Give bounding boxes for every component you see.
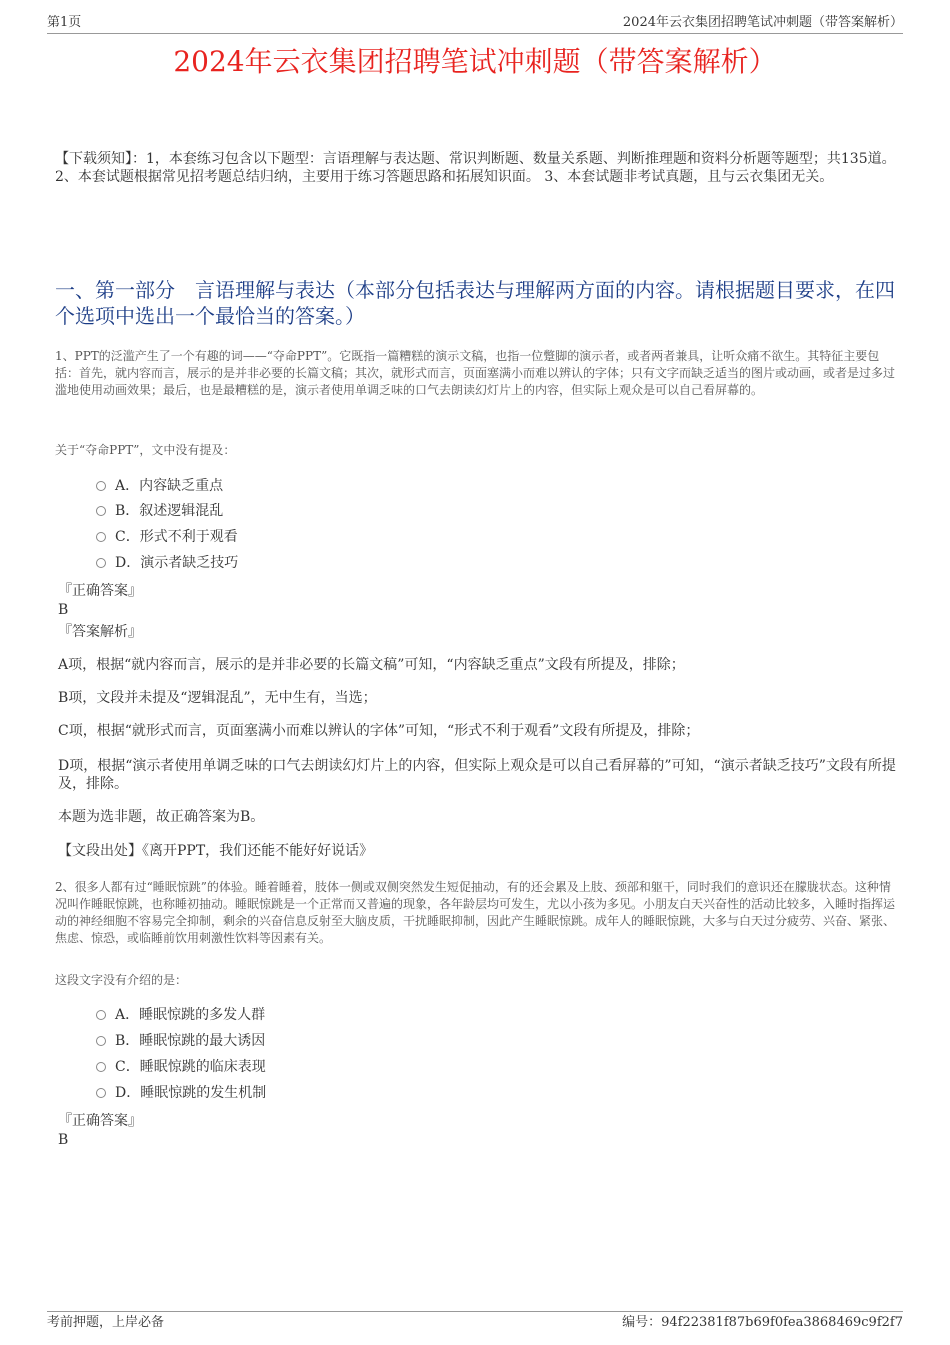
radio-icon[interactable] (96, 506, 106, 516)
option-label: A．内容缺乏重点 (115, 478, 224, 494)
page-number: 第1页 (47, 15, 82, 30)
question-1-analysis-c: C项，根据“就形式而言，页面塞满小而难以辨认的字体”可知，“形式不利于观看”文段有所提及，排除； (58, 723, 700, 739)
question-2-passage: 2、很多人都有过“睡眠惊跳”的体验。睡着睡着，肢体一侧或双侧突然发生短促抽动，有的还会累及上肢、颈部和躯干，同时我们的意识还在朦胧状态。这种情况叫作睡眠惊跳，也称睡初抽动。睡眠惊跳是一个正常而又普遍的现象，各年龄层均可发生，尤以小孩为多见。小朋友白天兴奋性的活动比较多，入睡时指挥运动的神经细胞不容易完全抑制，剩余的兴奋信息反射至大脑皮质，干扰睡眠抑制，因此产生睡眠惊跳。成年人的睡眠惊跳，大多与白天过分疲劳、兴奋、紧张、焦虑、惊恐，或临睡前饮用刺激性饮料等因素有关。 (55, 880, 896, 945)
section-heading: 一、第一部分 言语理解与表达（本部分包括表达与理解两方面的内容。请根据题目要求，在四个选项中选出一个最恰当的答案。） (55, 278, 895, 328)
question-1-option-c[interactable] (96, 528, 238, 546)
option-label: B．叙述逻辑混乱 (115, 503, 224, 519)
question-1-analysis-d: D项，根据“演示者使用单调乏味的口气去朗读幻灯片上的内容，但实际上观众是可以自己看屏幕的”可知，“演示者缺乏技巧”文段有所提及，排除。 (58, 758, 896, 792)
question-1-analysis-b: B项，文段并未提及“逻辑混乱”，无中生有，当选； (58, 690, 377, 706)
radio-icon[interactable] (96, 1062, 106, 1072)
question-2-answer-label: 『正确答案』 (58, 1113, 142, 1129)
question-2-option-d[interactable] (96, 1084, 266, 1102)
page-title: 2024年云衣集团招聘笔试冲刺题（带答案解析） (173, 45, 777, 78)
option-label: D．演示者缺乏技巧 (115, 555, 239, 571)
option-label: C．睡眠惊跳的临床表现 (115, 1059, 266, 1075)
question-1-option-a[interactable] (96, 477, 223, 495)
question-2-option-c[interactable] (96, 1058, 266, 1076)
question-1-analysis-a: A项，根据“就内容而言，展示的是并非必要的长篇文稿”可知，“内容缺乏重点”文段有所提及，排除； (58, 657, 685, 673)
question-2-answer: B (58, 1132, 69, 1148)
option-label: C．形式不利于观看 (115, 529, 238, 545)
radio-icon[interactable] (96, 1088, 106, 1098)
footer-slogan: 考前押题，上岸必备 (47, 1315, 165, 1330)
question-2-option-a[interactable] (96, 1006, 265, 1024)
question-1-source: 【文段出处】《离开PPT，我们还能不能好好说话》 (58, 843, 374, 859)
option-label: D．睡眠惊跳的发生机制 (115, 1085, 267, 1101)
footer-divider (47, 1311, 903, 1312)
question-1-analysis-label: 『答案解析』 (58, 624, 142, 640)
question-1-prompt: 关于“夺命PPT”，文中没有提及： (55, 443, 236, 457)
question-1-option-d[interactable] (96, 554, 238, 572)
radio-icon[interactable] (96, 1036, 106, 1046)
option-label: B．睡眠惊跳的最大诱因 (115, 1033, 266, 1049)
radio-icon[interactable] (96, 481, 106, 491)
question-1-answer: B (58, 602, 69, 618)
option-label: A．睡眠惊跳的多发人群 (115, 1007, 266, 1023)
question-1-passage: 1、PPT的泛滥产生了一个有趣的词——“夺命PPT”。它既指一篇糟糕的演示文稿，也指一位蹩脚的演示者，或者两者兼具，让听众痛不欲生。其特征主要包括：首先，就内容而言，展示的是并非必要的长篇文稿；其次，就形式而言，页面塞满小而难以辨认的字体；只有文字而缺乏适当的图片或动画，或者是过多过滥地使用动画效果；最后，也是最糟糕的是，演示者使用单调乏味的口气去朗读幻灯片上的内容，但实际上观众是可以自己看屏幕的。 (55, 349, 896, 397)
footer-code: 编号：94f22381f87b69f0fea3868469c9f2f7 (622, 1315, 903, 1330)
question-1-conclusion: 本题为选非题，故正确答案为B。 (58, 809, 265, 825)
download-notice: 【下载须知】：1，本套练习包含以下题型：言语理解与表达题、常识判断题、数量关系题、判断推理题和资料分析题等题型；共135道。 2、本套试题根据常见招考题总结归纳，主要用于练习答题思路和拓展知识面。 3、本套试题非考试真题，且与云衣集团无关。 (55, 151, 896, 185)
question-1-answer-label: 『正确答案』 (58, 583, 142, 599)
header-divider (47, 33, 903, 34)
header-doc-title: 2024年云衣集团招聘笔试冲刺题（带答案解析） (622, 15, 903, 30)
question-2-prompt: 这段文字没有介绍的是： (55, 973, 188, 987)
radio-icon[interactable] (96, 558, 106, 568)
radio-icon[interactable] (96, 532, 106, 542)
question-2-option-b[interactable] (96, 1032, 265, 1050)
radio-icon[interactable] (96, 1010, 106, 1020)
question-1-option-b[interactable] (96, 502, 223, 520)
